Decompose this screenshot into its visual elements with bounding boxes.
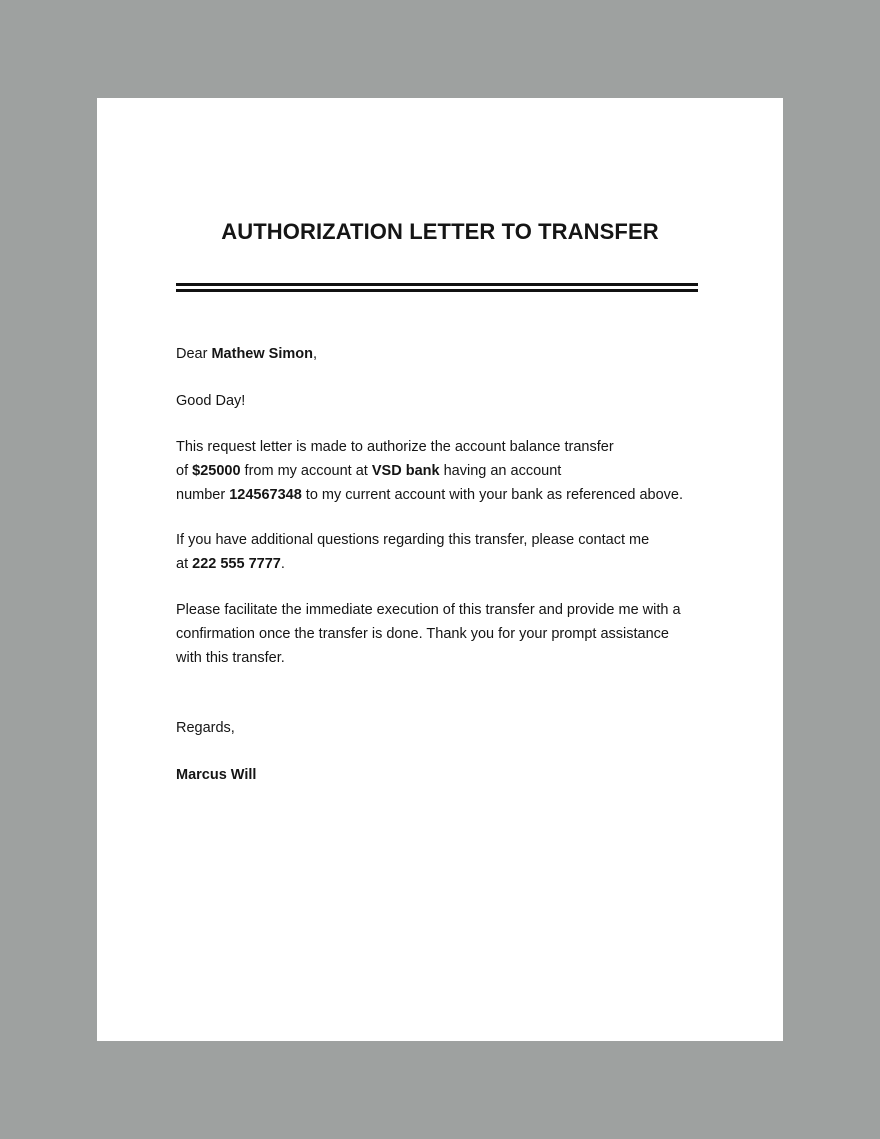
para3-line3: with this transfer. [176, 650, 285, 666]
paragraph-facilitate [176, 598, 736, 670]
recipient-name: Mathew Simon [211, 346, 313, 362]
para3-line1: Please facilitate the immediate execution of this transfer and provide me with a [176, 602, 681, 618]
transfer-amount: $25000 [192, 463, 241, 479]
para1-line1: This request letter is made to authorize the account balance transfer [176, 439, 614, 455]
greeting: Good Day! [176, 393, 246, 409]
letter-title: AUTHORIZATION LETTER TO TRANSFER [221, 219, 659, 244]
title-divider-bottom [176, 289, 698, 292]
para2-line2-prefix: at [176, 556, 193, 572]
signature-name: Marcus Will [176, 767, 257, 783]
salutation-suffix: , [312, 346, 318, 362]
account-number: 124567348 [229, 487, 302, 503]
letter-page [97, 98, 783, 1041]
bank-name: VSD bank [371, 463, 440, 479]
para2-line2-suffix: . [280, 556, 285, 572]
closing: Regards, [176, 720, 235, 736]
salutation [176, 342, 736, 366]
salutation-prefix: Dear [176, 346, 212, 362]
para1-line2-prefix: of [176, 463, 193, 479]
para2-line1: If you have additional questions regarding this transfer, please contact me [176, 532, 650, 548]
para1-line2-suffix: having an account [439, 463, 562, 479]
para1-line3-prefix: number [176, 487, 230, 503]
paragraph-transfer-request [176, 435, 736, 507]
para1-line2-mid: from my account at [240, 463, 372, 479]
title-divider-top [176, 283, 698, 286]
phone-number: 222 555 7777 [192, 556, 281, 572]
para3-line2: confirmation once the transfer is done. Thank you for your prompt assistance [176, 626, 669, 642]
paragraph-contact [176, 528, 736, 576]
para1-line3-suffix: to my current account with your bank as referenced above. [301, 487, 684, 503]
